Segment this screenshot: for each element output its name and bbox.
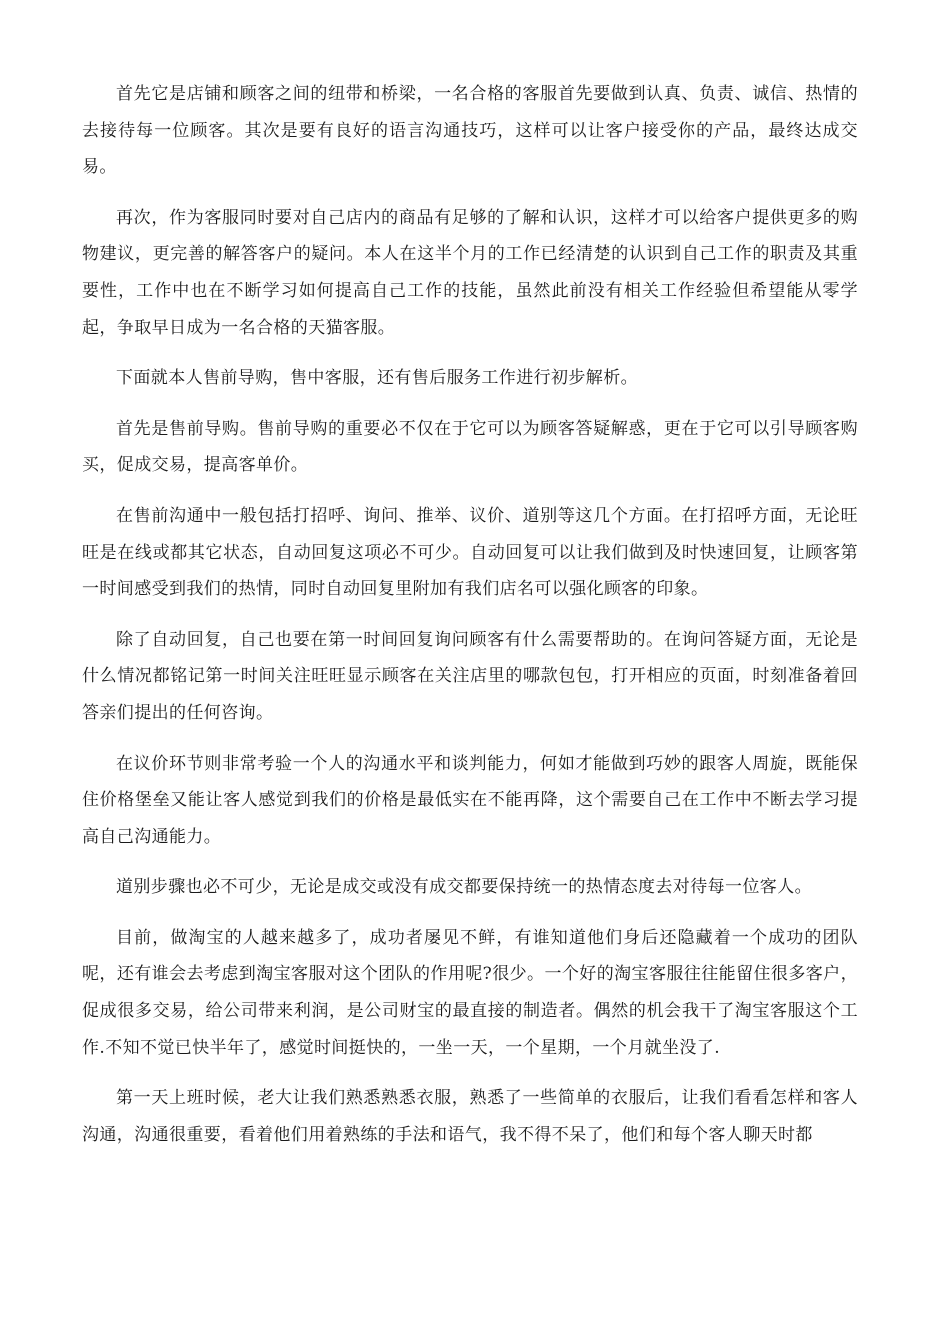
paragraph-8: 道别步骤也必不可少，无论是成交或没有成交都要保持统一的热情态度去对待每一位客人。 xyxy=(116,877,812,898)
paragraph-7: 在议价环节则非常考验一个人的沟通水平和谈判能力，何如才能做到巧妙的跟客人周旋，既能保住价格堡垒又能让客人感觉到我们的价格是最低实在不能再降，这个需要自己在工作中不断去学习提高自己沟通能力。 xyxy=(82,753,858,847)
document-body xyxy=(82,76,858,1167)
paragraph-5: 在售前沟通中一般包括打招呼、询问、推举、议价、道别等这几个方面。在打招呼方面，无论旺旺是在线或都其它状态，自动回复这项必不可少。自动回复可以让我们做到及时快速回复，让顾客第一时间感受到我们的热情，同时自动回复里附加有我们店名可以强化顾客的印象。 xyxy=(82,505,858,600)
paragraph-4: 首先是售前导购。售前导购的重要必不仅在于它可以为顾客答疑解惑，更在于它可以引导顾客购买，促成交易，提高客单价。 xyxy=(82,418,858,476)
paragraph-2: 再次，作为客服同时要对自己店内的商品有足够的了解和认识，这样才可以给客户提供更多的购物建议，更完善的解答客户的疑问。本人在这半个月的工作已经清楚的认识到自己工作的职责及其重要性，工作中也在不断学习如何提高自己工作的技能，虽然此前没有相关工作经验但希望能从零学起，争取早日成为一名合格的天猫客服。 xyxy=(82,207,858,338)
paragraph-9: 目前，做淘宝的人越来越多了，成功者屡见不鲜，有谁知道他们身后还隐藏着一个成功的团队呢，还有谁会去考虑到淘宝客服对这个团队的作用呢?很少。一个好的淘宝客服往往能留住很多客户，促成很多交易，给公司带来利润，是公司财宝的最直接的制造者。偶然的机会我干了淘宝客服这个工作.不知不觉已快半年了，感觉时间挺快的，一坐一天，一个星期，一个月就坐没了. xyxy=(82,927,858,1058)
paragraph-6: 除了自动回复，自己也要在第一时间回复询问顾客有什么需要帮助的。在询问答疑方面，无论是什么情况都铭记第一时间关注旺旺显示顾客在关注店里的哪款包包，打开相应的页面，时刻准备着回答亲们提出的任何咨询。 xyxy=(82,629,858,723)
paragraph-1: 首先它是店铺和顾客之间的纽带和桥梁，一名合格的客服首先要做到认真、负责、诚信、热情的去接待每一位顾客。其次是要有良好的语言沟通技巧，这样可以让客户接受你的产品，最终达成交易。 xyxy=(82,84,858,178)
paragraph-10: 第一天上班时候，老大让我们熟悉熟悉衣服，熟悉了一些简单的衣服后，让我们看看怎样和客人沟通，沟通很重要，看着他们用着熟练的手法和语气，我不得不呆了，他们和每个客人聊天时都 xyxy=(82,1088,858,1145)
paragraph-3: 下面就本人售前导购，售中客服，还有售后服务工作进行初步解析。 xyxy=(116,368,638,389)
